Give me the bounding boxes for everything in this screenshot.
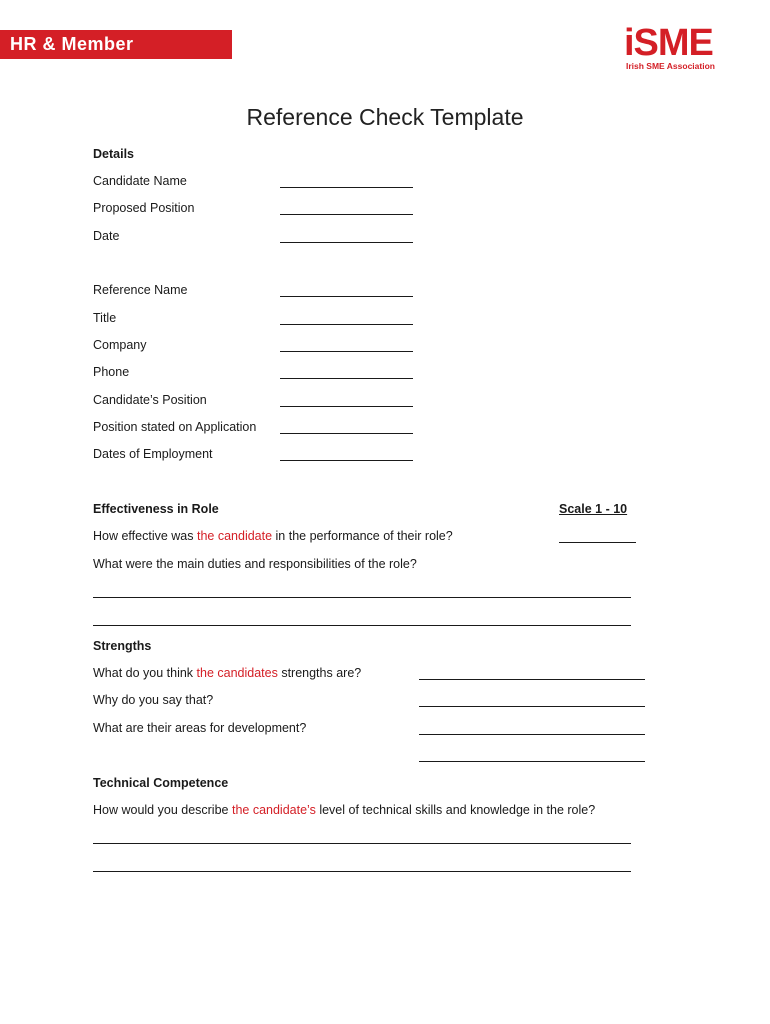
candidate-highlight: the candidate <box>196 529 273 543</box>
technical-question: How would you describe the candidate’s level of technical skills and knowledge in the role? <box>93 803 596 817</box>
proposed-position-blank[interactable] <box>280 214 413 215</box>
field-label-date: Date <box>93 229 120 243</box>
candidate-possessive-highlight: the candidate’s <box>231 803 316 817</box>
scale-label: Scale 1 - 10 <box>559 502 628 516</box>
strengths-heading: Strengths <box>93 639 152 653</box>
title-blank[interactable] <box>280 324 413 325</box>
field-label-company: Company <box>93 338 147 352</box>
dates-of-employment-blank[interactable] <box>280 460 413 461</box>
development-answer-blank-2[interactable] <box>419 761 645 762</box>
logo-subtitle: Irish SME Association <box>626 61 715 71</box>
field-label-reference-name: Reference Name <box>93 283 188 297</box>
field-label-position-on-application: Position stated on Application <box>93 420 257 434</box>
isme-logo <box>624 24 724 74</box>
development-answer-blank-1[interactable] <box>419 734 645 735</box>
field-label-title: Title <box>93 311 117 325</box>
effectiveness-question: How effective was the candidate in the performance of their role? <box>93 529 453 543</box>
strengths-answer-blank[interactable] <box>419 679 645 680</box>
development-question: What are their areas for development? <box>93 721 307 735</box>
candidates-highlight: the candidates <box>196 666 278 680</box>
candidate-position-blank[interactable] <box>280 406 413 407</box>
details-heading: Details <box>93 147 134 161</box>
field-label-phone: Phone <box>93 365 130 379</box>
reference-name-blank[interactable] <box>280 296 413 297</box>
why-question: Why do you say that? <box>93 693 214 707</box>
technical-answer-line-1[interactable] <box>93 843 631 844</box>
company-blank[interactable] <box>280 351 413 352</box>
duties-question: What were the main duties and responsibilities of the role? <box>93 557 417 571</box>
why-answer-blank[interactable] <box>419 706 645 707</box>
date-blank[interactable] <box>280 242 413 243</box>
effectiveness-score-blank[interactable] <box>559 542 636 543</box>
page-title: Reference Check Template <box>246 104 524 130</box>
strengths-question: What do you think the candidates strengths are? <box>93 666 362 680</box>
technical-answer-line-2[interactable] <box>93 871 631 872</box>
field-label-candidate-position: Candidate’s Position <box>93 393 207 407</box>
technical-heading: Technical Competence <box>93 776 229 790</box>
candidate-name-blank[interactable] <box>280 187 413 188</box>
field-label-proposed-position: Proposed Position <box>93 201 195 215</box>
position-on-application-blank[interactable] <box>280 433 413 434</box>
logo-wordmark: iSME <box>624 22 713 64</box>
duties-answer-line-2[interactable] <box>93 625 631 626</box>
hr-member-banner: HR & Member <box>0 30 232 59</box>
phone-blank[interactable] <box>280 378 413 379</box>
duties-answer-line-1[interactable] <box>93 597 631 598</box>
field-label-dates-of-employment: Dates of Employment <box>93 447 213 461</box>
effectiveness-heading: Effectiveness in Role <box>93 502 219 516</box>
field-label-candidate-name: Candidate Name <box>93 174 187 188</box>
